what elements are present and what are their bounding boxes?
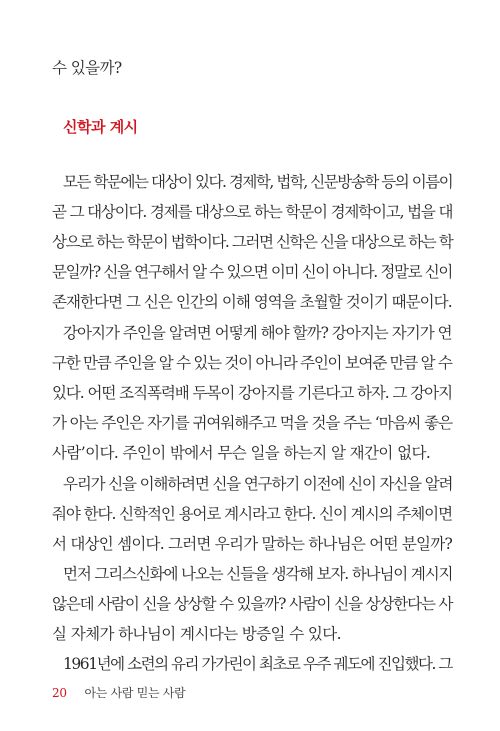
body-line: 실 자체가 하나님이 계시다는 방증일 수 있다. bbox=[52, 625, 342, 643]
body-line: 사람’이다. 주인이 밖에서 무슨 일을 하는지 알 재간이 없다. bbox=[52, 444, 431, 462]
body-line: 있다. 어떤 조직폭력배 두목이 강아지를 기른다고 하자. 그 강아지 bbox=[52, 384, 452, 402]
body-line: 먼저 그리스신화에 나오는 신들을 생각해 보자. 하나님이 계시지 bbox=[63, 565, 453, 583]
body-line: 구한 만큼 주인을 알 수 있는 것이 아니라 주인이 보여준 만큼 알 수 bbox=[52, 354, 452, 372]
body-line: 강아지가 주인을 알려면 어떻게 해야 할까? 강아지는 자기가 연 bbox=[63, 324, 452, 342]
body-line: 가 아는 주인은 자기를 귀여워해주고 먹을 것을 주는 ‘마음씨 좋은 bbox=[52, 414, 452, 432]
body-line: 곧 그 대상이다. 경제를 대상으로 하는 학문이 경제학이고, 법을 대 bbox=[52, 203, 453, 221]
page-footer bbox=[52, 684, 185, 701]
body-line: 않은데 사람이 신을 상상할 수 있을까? 사람이 신을 상상한다는 사 bbox=[52, 595, 453, 613]
body-line: 줘야 한다. 신학적인 용어로 계시라고 한다. 신이 계시의 주체이면 bbox=[52, 505, 452, 523]
body-line: 존재한다면 그 신은 인간의 이해 영역을 초월할 것이기 때문이다. bbox=[52, 293, 452, 311]
body-line: 문일까? 신을 연구해서 알 수 있으면 이미 신이 아니다. 정말로 신이 bbox=[52, 263, 453, 281]
running-title: 아는 사람 믿는 사람 bbox=[84, 686, 186, 700]
body-line: 서 대상인 셈이다. 그러면 우리가 말하는 하나님은 어떤 분일까? bbox=[52, 535, 452, 553]
body-line: 모든 학문에는 대상이 있다. 경제학, 법학, 신문방송학 등의 이름이 bbox=[63, 173, 453, 191]
body-line: 우리가 신을 이해하려면 신을 연구하기 이전에 신이 자신을 알려 bbox=[63, 475, 453, 493]
page-number: 20 bbox=[52, 686, 67, 700]
lead-line: 수 있을까? bbox=[52, 59, 122, 77]
body-line: 상으로 하는 학문이 법학이다. 그러면 신학은 신을 대상으로 하는 학 bbox=[52, 233, 453, 251]
body-line: 1961년에 소련의 유리 가가린이 최초로 우주 궤도에 진입했다. 그 bbox=[63, 655, 452, 673]
section-heading: 신학과 계시 bbox=[63, 118, 138, 136]
